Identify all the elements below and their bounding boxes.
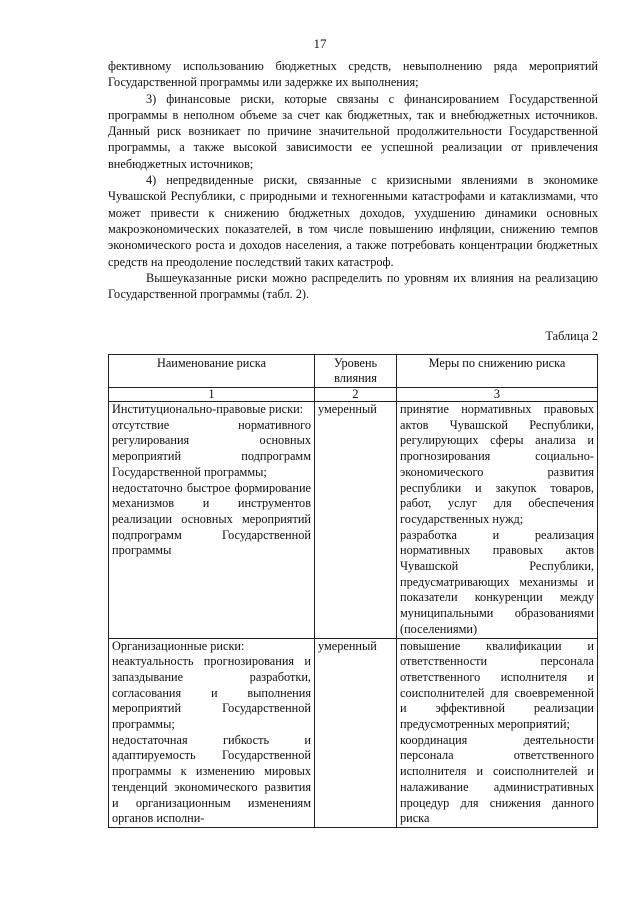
page-number: 17	[313, 36, 327, 51]
paragraph: Вышеуказанные риски можно распределить по уровням их влияния на реализацию Государственной программы (табл. 2).	[108, 270, 598, 302]
table-label: Таблица 2	[545, 329, 598, 343]
risk-name-line: отсутствие нормативного регулирования основных мероприятий подпрограмм Государственной программы;	[112, 417, 311, 479]
body-text	[108, 58, 598, 302]
column-header-mitigation: Меры по снижению риска	[397, 355, 598, 388]
column-number: 1	[109, 388, 315, 402]
paragraph: фективному использованию бюджетных средств, невыполнению ряда мероприятий Государственной программы или задержке их выполнения;	[108, 59, 598, 90]
mitigation-line: разработка и реализация нормативных правовых актов Чувашской Республики, предусматривающих механизмы и показатели конкуренции между муниципальными образованиями (поселениями)	[400, 527, 594, 636]
risk-name-line: неактуальность прогнозирования и запаздывание разработки, согласования и выполнения мероприятий Государственной программы;	[112, 654, 311, 732]
table-row	[109, 638, 598, 827]
column-number: 2	[315, 388, 397, 402]
risk-table	[108, 354, 598, 828]
table-header-row	[109, 355, 598, 388]
risk-name-cell	[109, 638, 315, 827]
mitigation-cell	[397, 638, 598, 827]
impact-level-cell: умеренный	[315, 638, 397, 827]
table-row	[109, 402, 598, 639]
risk-name-line: Институционально-правовые риски:	[112, 402, 304, 416]
paragraph: 3) финансовые риски, которые связаны с финансированием Государственной программы в неполном объеме за счет как бюджетных, так и внебюджетных источников. Данный риск возникает по причине значительной продолжительности Государственной программы, а также высокой зависимости ее успешной реализации от привлечения внебюджетных источников;	[108, 91, 598, 171]
column-header-risk-name: Наименование риска	[109, 355, 315, 388]
mitigation-line: координация деятельности персонала ответственного исполнителя и соисполнителей и налаживание административных процедур для снижения данного риска	[400, 732, 594, 826]
risk-name-line: Организационные риски:	[112, 638, 245, 653]
risk-name-cell	[109, 402, 315, 639]
mitigation-line: принятие нормативных правовых актов Чувашской Республики, регулирующих сферы анализа и прогнозирования социально-экономического развития республики и закупок товаров, работ, услуг для обеспечения государственных нужд;	[400, 402, 594, 526]
column-header-impact-level: Уровень влияния	[315, 355, 397, 388]
risk-name-line: недостаточная гибкость и адаптируемость Государственной программы к изменению мировых тенденций экономического развития и организационным изменениям органов исполни-	[112, 732, 311, 826]
column-numbers-row	[109, 388, 598, 402]
impact-level-cell: умеренный	[315, 402, 397, 639]
mitigation-cell	[397, 402, 598, 639]
risk-name-line: недостаточно быстрое формирование механизмов и инструментов реализации основных мероприятий подпрограмм Государственной программы	[112, 480, 311, 558]
mitigation-line: повышение квалификации и ответственности персонала ответственного исполнителя и соисполнителей для своевременной и эффективной реализации предусмотренных мероприятий;	[400, 638, 594, 732]
paragraph: 4) непредвиденные риски, связанные с кризисными явлениями в экономике Чувашской Республики, с природными и техногенными катастрофами и катаклизмами, что может привести к снижению бюджетных доходов, ухудшению динамики основных макроэкономических показателей, в том числе повышению инфляции, снижению темпов экономического роста и доходов населения, а также потребовать концентрации бюджетных средств на преодоление последствий таких катастроф.	[108, 173, 598, 269]
column-number: 3	[397, 388, 598, 402]
